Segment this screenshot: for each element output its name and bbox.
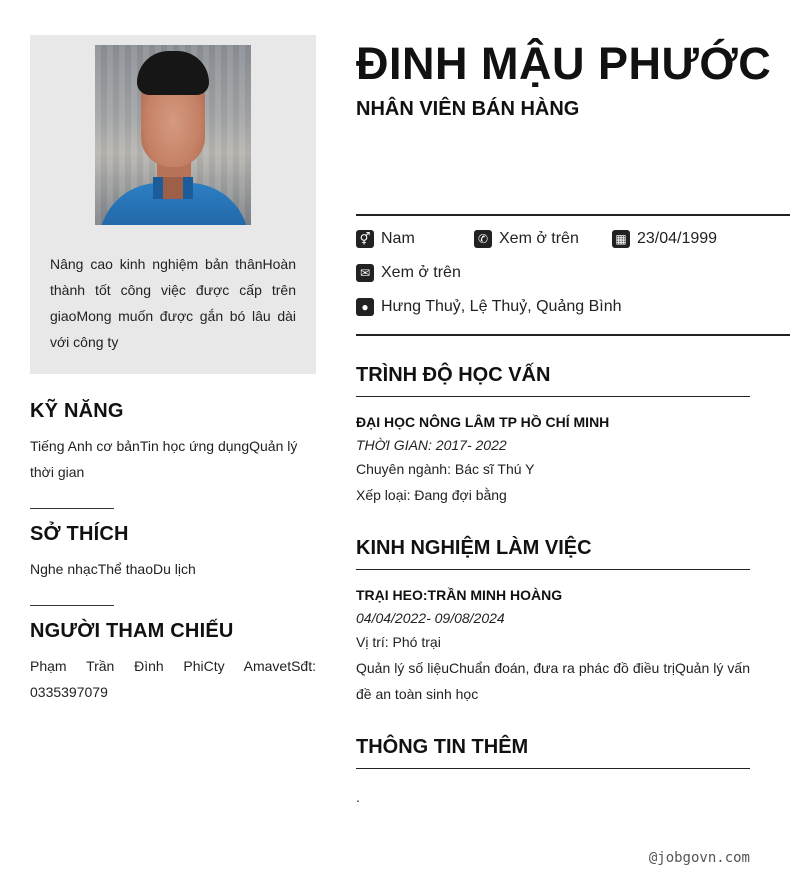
contact-bottom-rule: [356, 334, 790, 336]
education-entry: [356, 413, 750, 508]
experience-time: 04/04/2022- 09/08/2024: [356, 610, 505, 626]
phone-value: Xem ở trên: [499, 230, 579, 247]
email-icon: ✉: [356, 264, 374, 282]
education-rule: [356, 396, 750, 397]
experience-duties: Quản lý số liệuChuẩn đoán, đưa ra phác đồ điều trịQuản lý vấn đề an toàn sinh học: [356, 660, 750, 702]
education-major: Chuyên ngành: Bác sĩ Thú Y: [356, 461, 535, 477]
references-text: Phạm Trần Đình PhiCty AmavetSđt: 0335397079: [30, 658, 316, 700]
watermark: @jobgovn.com: [648, 850, 750, 866]
education-grade: Xếp loại: Đang đợi bằng: [356, 487, 507, 503]
experience-rule: [356, 569, 750, 570]
skills-section: [30, 400, 316, 485]
references-section: [30, 620, 316, 705]
birthday-info: [612, 230, 717, 248]
hobbies-text: Nghe nhạcThể thaoDu lịch: [30, 561, 196, 577]
address-value: Hưng Thuỷ, Lệ Thuỷ, Quảng Bình: [381, 298, 622, 315]
contact-top-rule: [356, 214, 790, 216]
birthday-value: 23/04/1999: [637, 230, 718, 247]
gender-info: [356, 230, 415, 248]
job-title: NHÂN VIÊN BÁN HÀNG: [356, 98, 580, 120]
location-pin-icon: ●: [356, 298, 374, 316]
email-info: [356, 264, 461, 282]
address-info: [356, 298, 622, 316]
company-name: TRẠI HEO:TRẦN MINH HOÀNG: [356, 587, 563, 603]
education-time: THỜI GIAN: 2017- 2022: [356, 437, 507, 453]
candidate-name: ĐINH MẬU PHƯỚC: [356, 38, 772, 89]
experience-position: Vị trí: Phó trại: [356, 634, 441, 650]
experience-title: KINH NGHIỆM LÀM VIỆC: [356, 537, 592, 559]
additional-rule: [356, 768, 750, 769]
additional-text: .: [356, 789, 360, 805]
career-objective: Nâng cao kinh nghiệm bản thânHoàn thành tốt công việc được cấp trên giaoMong muốn được gắn bó lâu dài với công ty: [50, 256, 296, 350]
phone-info: [474, 230, 579, 248]
profile-photo: [95, 45, 251, 225]
school-name: ĐẠI HỌC NÔNG LÂM TP HỒ CHÍ MINH: [356, 414, 610, 430]
additional-title: THÔNG TIN THÊM: [356, 736, 529, 758]
references-title: NGƯỜI THAM CHIẾU: [30, 620, 234, 642]
hobbies-section: [30, 523, 316, 582]
divider: [30, 605, 114, 606]
experience-entry: [356, 586, 750, 707]
profile-panel: [30, 35, 316, 374]
calendar-icon: ▦: [612, 230, 630, 248]
gender-value: Nam: [381, 230, 415, 247]
education-title: TRÌNH ĐỘ HỌC VẤN: [356, 364, 551, 386]
email-value: Xem ở trên: [381, 264, 461, 281]
gender-icon: ⚥: [356, 230, 374, 248]
skills-text: Tiếng Anh cơ bảnTin học ứng dụngQuản lý thời gian: [30, 438, 298, 480]
skills-title: KỸ NĂNG: [30, 400, 124, 422]
phone-icon: ✆: [474, 230, 492, 248]
additional-entry: [356, 784, 750, 810]
divider: [30, 508, 114, 509]
hobbies-title: SỞ THÍCH: [30, 523, 129, 545]
